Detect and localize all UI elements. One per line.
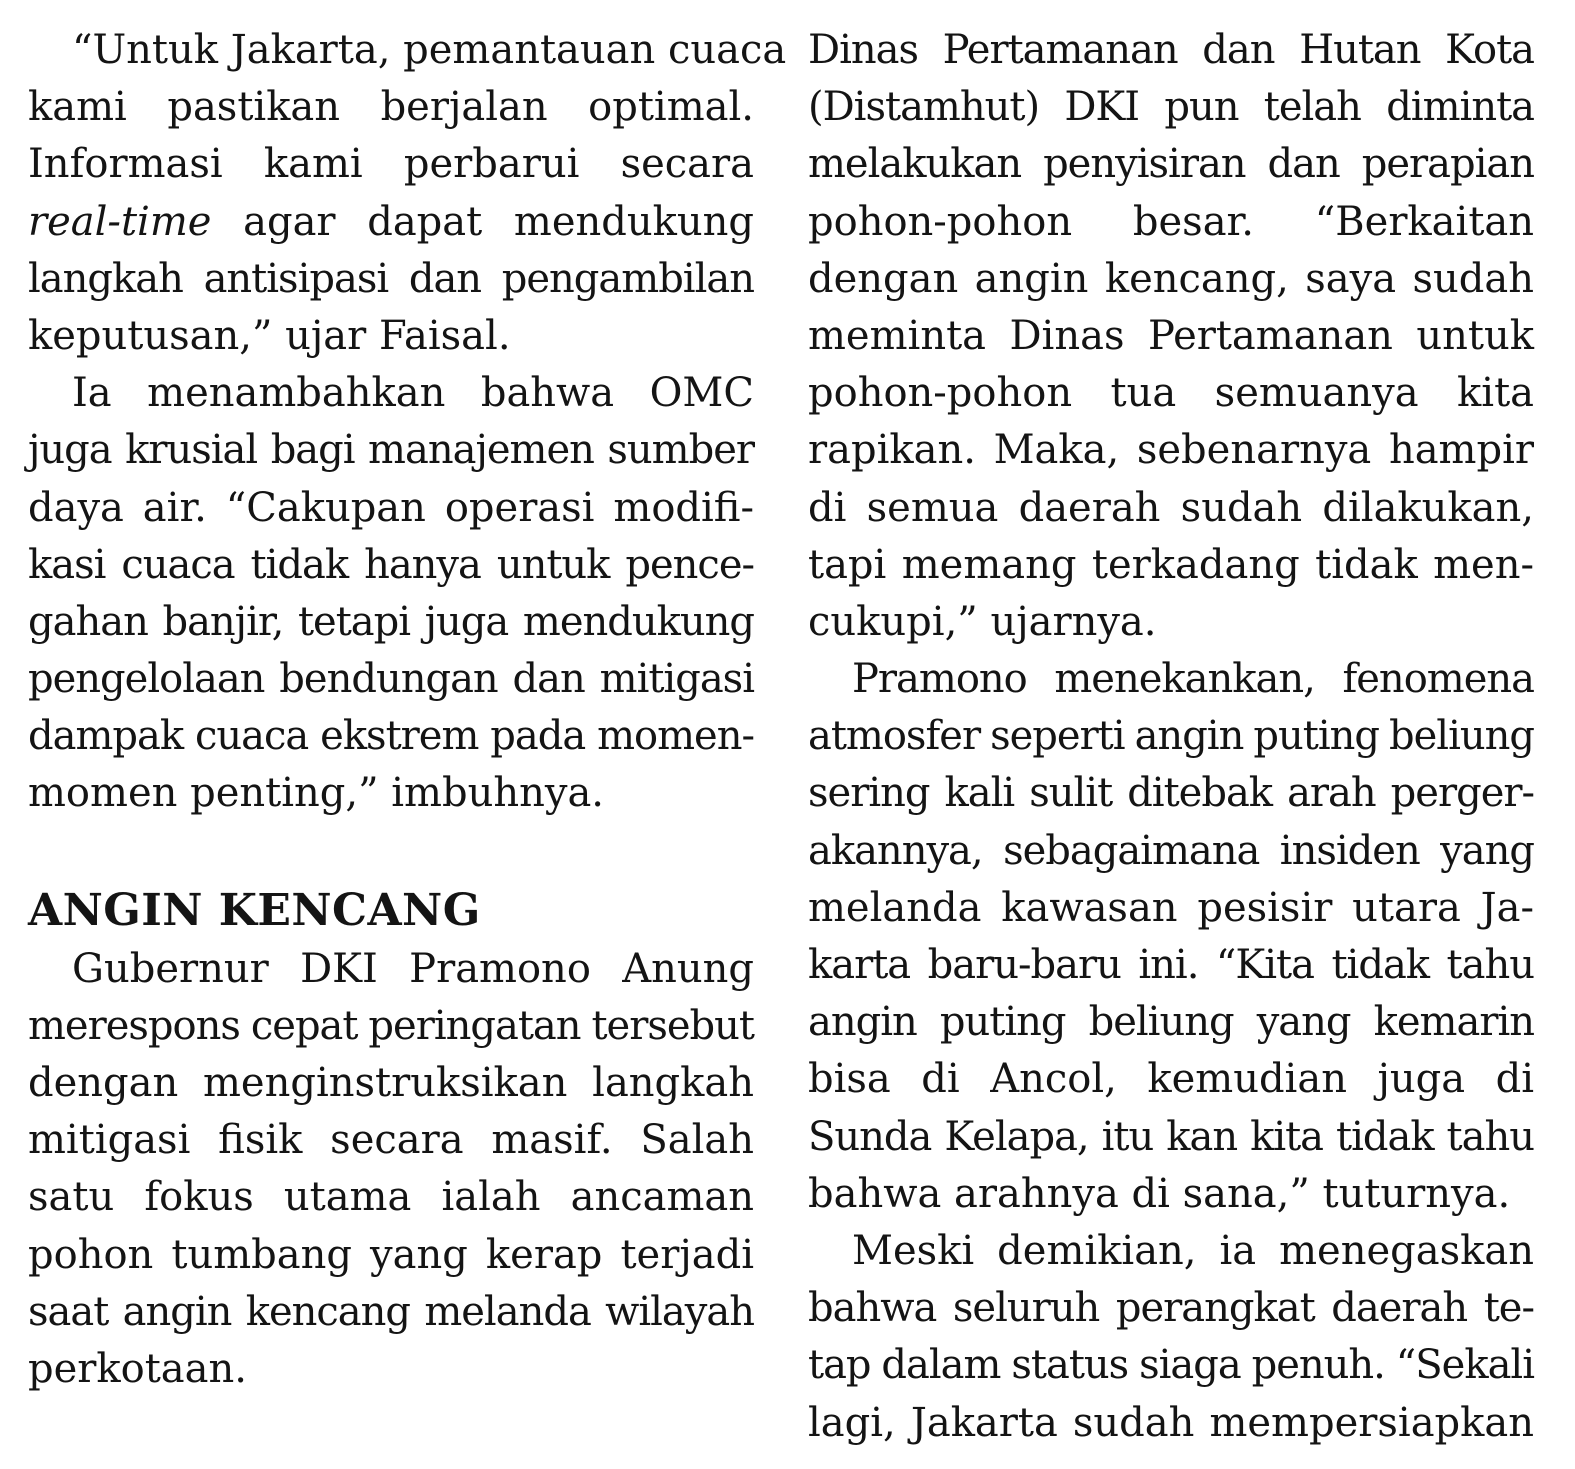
text-line: dengan menginstruksikan langkah: [28, 1060, 754, 1106]
text-line: bahwa arahnya di sana,” tuturnya.: [808, 1170, 1511, 1217]
text-line: (Distamhut) DKI pun telah diminta: [808, 84, 1534, 131]
text-fragment: agar dapat mendukung: [211, 198, 754, 245]
text-line: Ia menambahkan bahwa OMC: [72, 370, 754, 417]
text-line: melakukan penyisiran dan perapian: [808, 141, 1534, 188]
text-line: angin puting beliung yang kemarin: [808, 999, 1534, 1046]
text-line: saat angin kencang melanda wilayah: [28, 1288, 754, 1335]
italic-term: real-time: [28, 198, 212, 245]
text-line: juga krusial bagi manajemen sumber: [28, 427, 754, 474]
paragraph-quote-faisal: [28, 22, 787, 365]
text-line: langkah antisipasi dan pengambilan: [28, 255, 754, 302]
right-column: [808, 22, 1534, 1452]
text-line: [28, 194, 754, 251]
text-line: keputusan,” ujar Faisal.: [28, 312, 511, 359]
text-line: pohon-pohon tua semuanya kita: [808, 370, 1534, 417]
text-line: karta baru-baru ini. “Kita tidak tahu: [808, 942, 1534, 988]
text-line: bahwa seluruh perangkat daerah te-: [808, 1285, 1534, 1332]
text-line: akannya, sebagaimana insiden yang: [808, 827, 1534, 874]
text-line: tapi memang terkadang tidak men-: [808, 541, 1534, 588]
text-line: satu fokus utama ialah ancaman: [28, 1174, 754, 1221]
text-line: daya air. “Cakupan operasi modifi-: [28, 484, 754, 531]
text-line: lagi, Jakarta sudah mempersiapkan: [808, 1399, 1534, 1446]
text-line: pohon tumbang yang kerap terjadi: [28, 1231, 754, 1278]
text-line: Meski demikian, ia menegaskan: [852, 1227, 1534, 1274]
left-column: [28, 22, 787, 1398]
text-line: kami pastikan berjalan optimal.: [28, 84, 754, 131]
text-line: perkotaan.: [28, 1345, 247, 1392]
text-line: Pramono menekankan, fenomena: [852, 656, 1534, 703]
text-line: kasi cuaca tidak hanya untuk pence-: [28, 541, 754, 588]
text-line: “Untuk Jakarta, pemantauan cuaca: [72, 27, 787, 73]
text-line: di semua daerah sudah dilakukan,: [808, 484, 1534, 531]
text-line: pohon-pohon besar. “Berkaitan: [808, 198, 1534, 245]
text-line: mitigasi fisik secara masif. Salah: [28, 1117, 754, 1164]
text-line: meminta Dinas Pertamanan untuk: [808, 312, 1534, 359]
text-line: Sunda Kelapa, itu kan kita tidak tahu: [808, 1113, 1534, 1160]
text-line: gahan banjir, tetapi juga mendukung: [28, 598, 754, 645]
text-line: dengan angin kencang, saya sudah: [808, 255, 1534, 302]
text-line: momen penting,” imbuhnya.: [28, 770, 605, 817]
paragraph-gubernur: [28, 941, 754, 1399]
text-line: atmosfer seperti angin puting beliung: [808, 713, 1534, 760]
text-line: Dinas Pertamanan dan Hutan Kota: [808, 27, 1534, 73]
text-line: merespons cepat peringatan tersebut: [28, 1002, 754, 1049]
text-line: tap dalam status siaga penuh. “Sekali: [808, 1342, 1534, 1389]
text-line: dampak cuaca ekstrem pada momen-: [28, 713, 754, 760]
text-line: pengelolaan bendungan dan mitigasi: [28, 656, 754, 703]
text-line: Informasi kami perbarui secara: [28, 141, 754, 188]
text-line: sering kali sulit ditebak arah perger-: [808, 770, 1534, 817]
paragraph-pramono: [808, 651, 1534, 1223]
paragraph-omc: [28, 365, 754, 823]
section-heading: ANGIN KENCANG: [28, 884, 481, 936]
text-line: melanda kawasan pesisir utara Ja-: [808, 884, 1534, 931]
paragraph-meski: [808, 1223, 1534, 1452]
section-spacer: [28, 823, 754, 881]
paragraph-distamhut: [808, 22, 1534, 651]
text-line: Gubernur DKI Pramono Anung: [72, 945, 754, 992]
text-line: cukupi,” ujarnya.: [808, 598, 1157, 645]
text-line: rapikan. Maka, sebenarnya hampir: [808, 427, 1534, 474]
text-line: bisa di Ancol, kemudian juga di: [808, 1056, 1534, 1103]
